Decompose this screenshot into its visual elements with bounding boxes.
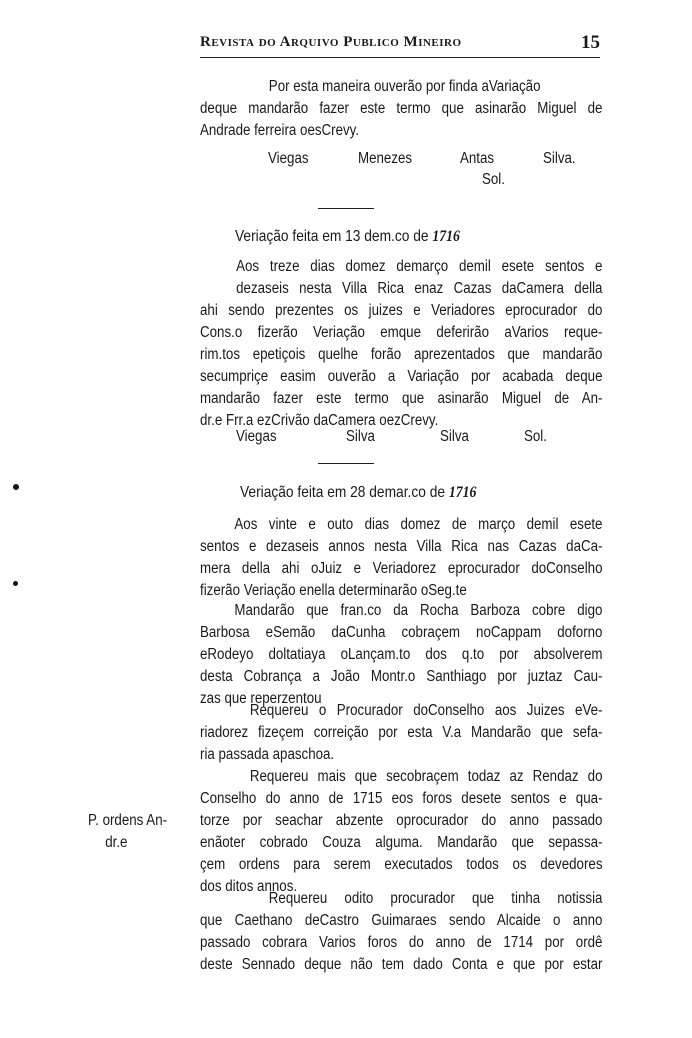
text-line: zas que reperzentou (200, 690, 322, 707)
signature: Menezes (358, 150, 413, 167)
heading-year: 1716 (448, 484, 477, 501)
margin-note (88, 810, 167, 854)
text-line: que Caethano deCastro Guimaraes sendo Alcaide o anno (200, 912, 603, 929)
text-line: rim.tos epetiçois quelhe forão aprezentados que mandarão (200, 346, 603, 363)
text-line: Andrade ferreira oesCrevy. (200, 122, 360, 139)
signature: Antas (460, 150, 495, 167)
paragraph-requereu-rendas (200, 766, 602, 898)
entry-heading (235, 228, 460, 246)
text-line: enãoter cobrado Couza alguma. Mandarão que sepassa- (200, 834, 603, 851)
text-line: çem ordens para serem executados todos os devedores (200, 856, 603, 873)
paragraph-mandarao (200, 600, 602, 710)
heading-year: 1716 (432, 228, 460, 245)
signature: Viegas (236, 428, 277, 445)
heading-text: Veriação feita em 13 dem.co de (235, 228, 429, 245)
signature: Viegas (268, 150, 309, 167)
margin-mark (13, 484, 19, 490)
text-line: fizerão Veriação enella determinarão oSeg.te (200, 582, 467, 599)
text-line: passado cobrara Varios foros do anno de 1714 por ordê (200, 934, 603, 951)
text-line: torze por seachar abzente oprocurador do anno passado (200, 812, 603, 829)
margin-note-line: P. ordens An- (88, 812, 168, 829)
paragraph-entry-13-march (200, 256, 602, 432)
paragraph-requereu-correicao (200, 700, 602, 766)
paragraph-requereu-alcaide (200, 888, 602, 976)
text-line: eRodeyo doltatiaya oLançam.to dos q.to por absolverem (200, 646, 603, 663)
text-line: ahi sendo prezentes os juizes e Veriadores eprocurador do (200, 302, 603, 319)
text-line: Mandarão que fran.co da Rocha Barboza cobre digo (234, 602, 603, 619)
text-line: Aos treze dias domez demarço demil esete sentos e (236, 258, 603, 275)
section-divider (318, 463, 374, 464)
text-line: deste Sennado deque não tem dado Conta e que por estar (200, 956, 603, 973)
text-line: mandarão fazer este termo que asinarão Miguel de An- (200, 390, 603, 407)
text-line: dr.e Frr.a ezCrivão daCamera oezCrevy. (200, 412, 439, 429)
paragraph-entry-28-march (200, 514, 602, 602)
page-number: 15 (581, 32, 600, 53)
running-header (200, 32, 620, 56)
signature: Sol. (482, 171, 505, 188)
text-line: desta Cobrança a João Montr.o Santhiago por juztaz Cau- (200, 668, 603, 685)
text-line: dos ditos annos. (200, 878, 298, 895)
text-line: Conselho do anno de 1715 eos foros desete sentos e qua- (200, 790, 603, 807)
text-line: ria passada apaschoa. (200, 746, 335, 763)
text-line: Barbosa eSemão daCunha cobraçem noCappam doforno (200, 624, 603, 641)
journal-title: Revista do Arquivo Publico Mineiro (200, 34, 462, 50)
text-line: sentos e dezaseis annos nesta Villa Rica nas Cazas daCa- (200, 538, 603, 555)
text-line: Cons.o fizerão Veriação emque deferirão aVarios reque- (200, 324, 603, 341)
text-line: deque mandarão fazer este termo que asinarão Miguel de (200, 100, 603, 117)
section-divider (318, 208, 374, 209)
text-line: dezaseis nesta Villa Rica enaz Cazas daCamera della (236, 280, 603, 297)
text-line: Por esta maneira ouverão por finda aVariação (268, 78, 541, 95)
signature: Silva. (543, 150, 576, 167)
margin-mark (13, 581, 18, 586)
heading-text: Veriação feita em 28 demar.co de (240, 484, 446, 501)
margin-note-line: dr.e (105, 834, 128, 851)
text-line: Aos vinte e outo dias domez de março demil esete (234, 516, 603, 533)
paragraph-closing-previous (200, 76, 602, 142)
text-line: Requereu odito procurador que tinha notissia (268, 890, 603, 907)
signature: Silva (346, 428, 375, 445)
signature: Sol. (524, 428, 547, 445)
text-line: riadorez fizeçem correição por esta V.a Mandarão que sefa- (200, 724, 603, 741)
header-rule (200, 57, 600, 58)
text-line: Requereu o Procurador doConselho aos Juizes eVe- (249, 702, 603, 719)
signature: Silva (440, 428, 469, 445)
entry-heading (240, 484, 476, 502)
text-line: secumpriçe easim ouverão a Variação por acabada deque (200, 368, 603, 385)
text-line: mera della ahi oJuiz e Veriadorez eprocurador doConselho (200, 560, 603, 577)
text-line: Requereu mais que secobraçem todaz az Rendaz do (249, 768, 603, 785)
